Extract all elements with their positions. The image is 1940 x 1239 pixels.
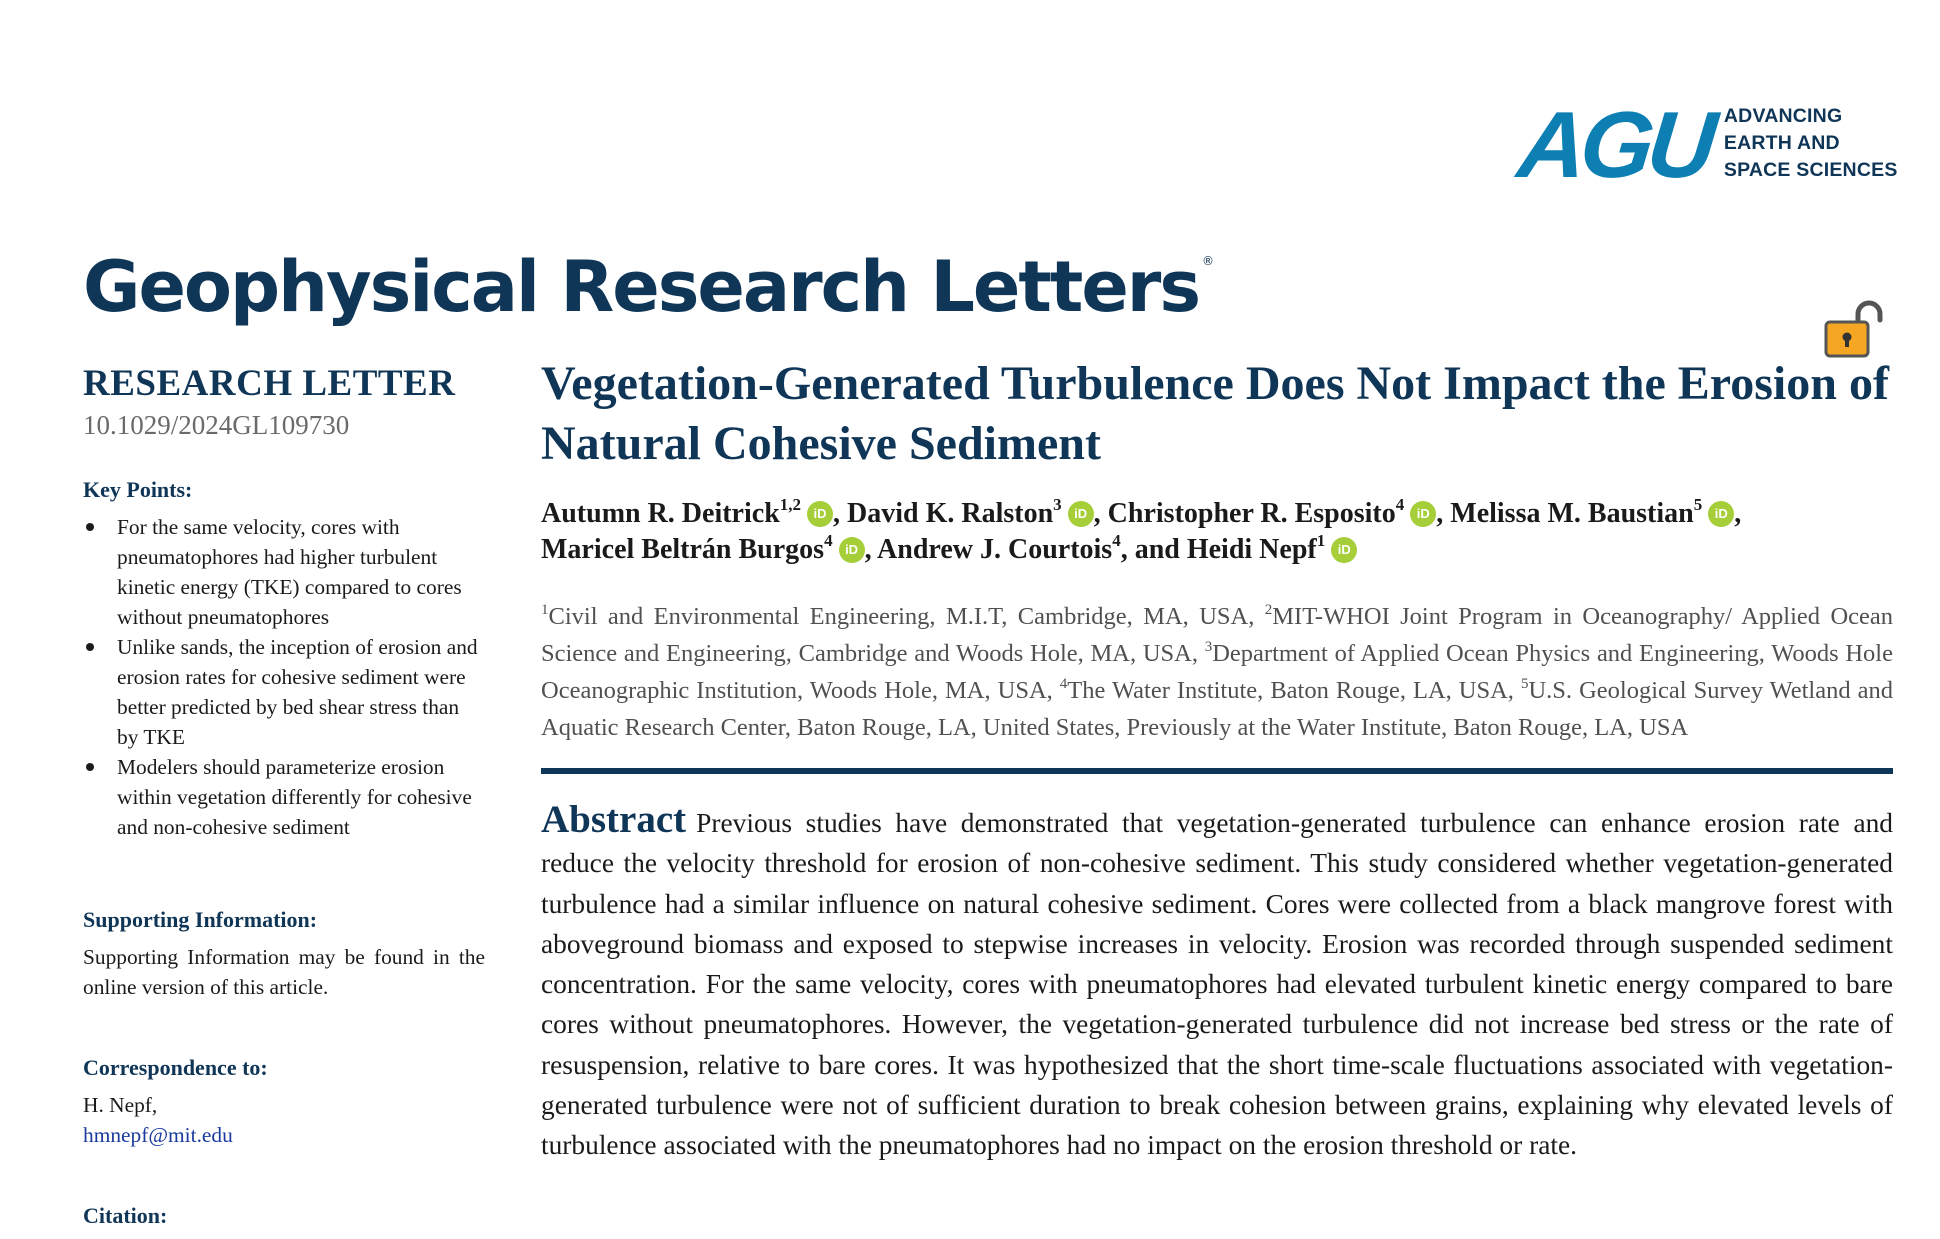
journal-title: [83, 246, 1212, 328]
author-name[interactable]: Christopher R. Esposito: [1107, 498, 1396, 529]
agu-tagline-line: EARTH AND: [1723, 131, 1840, 154]
author-separator: ,: [864, 534, 878, 565]
affiliation-text: Civil and Environmental Engineering, M.I.T, Cambridge, MA, USA,: [548, 603, 1255, 630]
doi[interactable]: 10.1029/2024GL109730: [83, 410, 350, 440]
affiliation-number: 1: [541, 602, 549, 618]
main-content: [541, 354, 1893, 1166]
author-affiliation: 3: [1053, 495, 1062, 514]
open-lock-icon[interactable]: [1824, 300, 1888, 360]
article-title: Vegetation-Generated Turbulence Does Not Impact the Erosion of Natural Cohesive Sediment: [541, 357, 1889, 470]
correspondence-heading: Correspondence to:: [83, 1055, 268, 1080]
author-affiliation: 4: [824, 531, 833, 550]
abstract: [541, 800, 1893, 1166]
author-affiliation: 4: [1395, 495, 1405, 514]
article-type: RESEARCH LETTER: [83, 363, 456, 404]
author-affiliation: 4: [1112, 531, 1121, 550]
author-name[interactable]: Autumn R. Deitrick: [541, 498, 780, 529]
section-divider: [541, 768, 1893, 774]
journal-name: Geophysical Research Letters: [83, 246, 1199, 328]
key-point: Unlike sands, the inception of erosion and erosion rates for cohesive sediment were better predicted by bed shear stress than by TKE: [83, 632, 485, 752]
supporting-info-text: Supporting Information may be found in the online version of this article.: [83, 945, 485, 999]
correspondence-name: H. Nepf,: [83, 1093, 158, 1117]
author-name[interactable]: David K. Ralston: [847, 498, 1054, 529]
orcid-icon[interactable]: iD: [1331, 537, 1357, 563]
affiliation-number: 3: [1204, 639, 1213, 655]
key-points-list: [83, 512, 485, 842]
orcid-icon[interactable]: iD: [807, 501, 833, 527]
affiliation-text: U.S. Geological Survey Wetland and Aquatic Research Center, Baton Rouge, LA, United States, Previously at the Water Institute, Baton Rouge, LA, USA: [541, 677, 1893, 741]
author-separator: , and: [1120, 534, 1187, 565]
author-name[interactable]: Melissa M. Baustian: [1450, 498, 1694, 529]
orcid-icon[interactable]: iD: [839, 537, 865, 563]
agu-tagline-line: SPACE SCIENCES: [1723, 158, 1898, 181]
affiliation-text: The Water Institute, Baton Rouge, LA, USA,: [1067, 677, 1514, 704]
affiliation-text: MIT-WHOI Joint Program in Oceanography/ Applied Ocean Science and Engineering, Cambridge and Woods Hole, MA, USA,: [541, 603, 1894, 667]
sidebar: [83, 362, 485, 1230]
author-name[interactable]: Heidi Nepf: [1186, 534, 1317, 565]
affiliations: [541, 598, 1893, 746]
key-points-heading: Key Points:: [83, 477, 193, 502]
key-point: Modelers should parameterize erosion within vegetation differently for cohesive and non-cohesive sediment: [83, 752, 485, 842]
abstract-heading: Abstract: [541, 798, 687, 841]
affiliation-number: 2: [1264, 602, 1273, 618]
author-list: [541, 496, 1893, 568]
agu-logo-mark: AGU: [1513, 92, 1716, 197]
orcid-icon[interactable]: iD: [1708, 501, 1734, 527]
affiliation-text: Department of Applied Ocean Physics and Engineering, Woods Hole Oceanographic Institution, Woods Hole, MA, USA,: [541, 640, 1893, 704]
supporting-info-heading: Supporting Information:: [83, 907, 318, 932]
author-name[interactable]: Maricel Beltrán Burgos: [541, 534, 825, 565]
correspondence-email-link[interactable]: hmnepf@mit.edu: [83, 1123, 233, 1147]
author-affiliation: 1: [1316, 531, 1326, 550]
author-affiliation: 5: [1693, 495, 1703, 514]
orcid-icon[interactable]: iD: [1410, 501, 1436, 527]
agu-logo: [1513, 92, 1901, 197]
author-separator: ,: [1734, 498, 1742, 529]
orcid-icon[interactable]: iD: [1068, 501, 1094, 527]
author-affiliation: 1,2: [779, 495, 802, 514]
author-separator: ,: [1436, 498, 1451, 529]
agu-tagline-line: ADVANCING: [1723, 104, 1843, 127]
agu-tagline: [1724, 103, 1898, 184]
author-separator: ,: [1093, 498, 1108, 529]
key-point: For the same velocity, cores with pneumatophores had higher turbulent kinetic energy (TKE) compared to cores without pneumatophores: [83, 512, 485, 632]
author-name[interactable]: Andrew J. Courtois: [877, 534, 1113, 565]
affiliation-number: 5: [1520, 676, 1529, 692]
author-separator: ,: [833, 498, 848, 529]
citation-heading: Citation:: [83, 1203, 168, 1228]
registered-mark: ®: [1202, 254, 1212, 268]
abstract-text: Previous studies have demonstrated that vegetation-generated turbulence can enhance erosion rate and reduce the velocity threshold for erosion of non-cohesive sediment. This study considered whether vegetation-generated turbulence had a similar influence on natural cohesive sediment. Cores were collected from a black mangrove forest with aboveground biomass and exposed to stepwise increases in velocity. Erosion was recorded through suspended sediment concentration. For the same velocity, cores with pneumatophores had elevated turbulent kinetic energy compared to bare cores without pneumatophores. However, the vegetation-generated turbulence did not increase bed stress or the rate of resuspension, relative to bare cores. It was hypothesized that the short time-scale fluctuations associated with vegetation-generated turbulence were not of sufficient duration to break cohesion between grains, explaining why elevated levels of turbulence associated with the pneumatophores had no impact on the erosion threshold or rate.: [541, 808, 1893, 1161]
affiliation-number: 4: [1059, 676, 1068, 692]
